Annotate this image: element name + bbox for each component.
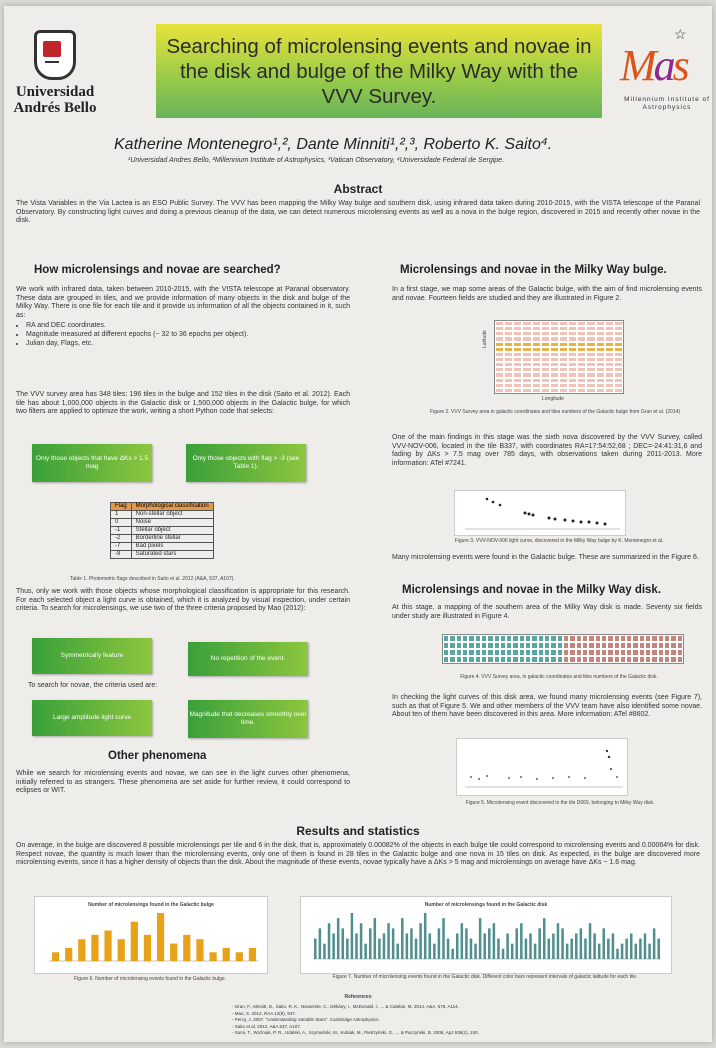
bar xyxy=(223,948,230,961)
bar xyxy=(144,935,151,961)
left-p2: The VVV survey area has 348 tiles: 196 tiles in the bulge and 152 tiles in the disk (Saito et al. 2012). Each tile has about 1,000,000 objects in the Galactic disk or 1,500,000 objects in the Galactic bulge, for which two filters are applied to optimize the work, writing a short Python code that selects: xyxy=(16,391,350,416)
bar xyxy=(639,939,642,959)
poster-title: Searching of microlensing events and novae in the disk and bulge of the Milky Way with the VVV Survey. xyxy=(166,34,592,108)
criterion-box-delta-ks: Only those objects that have ΔKs > 1.5 mag xyxy=(32,444,152,482)
microlensing-lightcurve-svg xyxy=(457,739,627,795)
bulge-tile xyxy=(550,388,559,393)
right-p4: At this stage, a mapping of the southern area of the Milky Way disk is made. Seventy six fields under study are illustrated in Figure 4. xyxy=(392,604,702,620)
bar xyxy=(488,928,491,959)
table-row xyxy=(111,551,214,559)
bar xyxy=(236,952,243,961)
bar xyxy=(323,944,326,959)
bar xyxy=(65,948,72,961)
table-header: Morphological classification xyxy=(131,503,213,511)
bar xyxy=(598,944,601,959)
left-p3: Thus, only we work with those objects whose morphological classification is appropriate for this research. For each selected object a light curve is obtained, which it is analyzed by visual inspection, under certain criteria. To search for microlensings, we use two of the three criteria proposed by Mao (2012): xyxy=(16,588,350,613)
bar xyxy=(538,928,541,959)
bar xyxy=(511,944,514,959)
reference-item: - Gran, F., Minniti, D., Saito, R. K., Navarrete, C., Dékány, I., McDonald, I., ... & Catelan, M. 2014, A&A, 575, A114. xyxy=(232,1004,459,1009)
table-cell: Bad pixels xyxy=(131,543,213,551)
table-caption: Table 1. Photometric flags described in Saito et al. 2012 (A&A, 537, A107). xyxy=(70,576,235,582)
lightcurve-point xyxy=(604,523,607,526)
right-p5: In checking the light curves of this disk area, we found many microlensing events (see Figure 7), such as that of Figure 5. We and other members of the VVV team have also identified some novae. About ten of them have been discovered in this area. More information: ATel #8602. xyxy=(392,694,702,719)
bar xyxy=(493,923,496,959)
lightcurve-point xyxy=(524,512,527,515)
bulge-tile xyxy=(596,388,605,393)
bar xyxy=(249,948,256,961)
bar xyxy=(589,923,592,959)
lightcurve-points xyxy=(486,498,607,526)
bar xyxy=(525,939,528,959)
lightcurve-point xyxy=(564,519,567,522)
bar xyxy=(337,918,340,959)
institute-logo-text: Millennium Institute of Astrophysics xyxy=(624,96,710,111)
figure-7-disk-chart xyxy=(300,896,672,974)
fig2-ylabel: Latitude xyxy=(482,330,488,348)
disk-tile xyxy=(677,649,683,656)
bar xyxy=(52,952,59,961)
bulge-tile xyxy=(522,388,531,393)
bar xyxy=(548,939,551,959)
bar xyxy=(612,933,615,959)
bar xyxy=(351,913,354,959)
bar xyxy=(456,933,459,959)
bar xyxy=(451,949,454,959)
disk-tile xyxy=(677,656,683,663)
chart-title: Number of microlensings found in the Galactic bulge xyxy=(88,902,214,908)
bar xyxy=(502,949,505,959)
university-name: Universidad Andrés Bello xyxy=(13,84,97,116)
lightcurve-point xyxy=(606,750,608,752)
bar xyxy=(529,933,532,959)
bar xyxy=(625,939,628,959)
abstract-heading: Abstract xyxy=(333,182,383,196)
affiliations: ¹Universidad Andres Bello, ²Millennium Institute of Astrophysics, ³Vatican Observatory, ⁴Universidade Federal de Sergipe. xyxy=(128,157,505,164)
disk-heading: Microlensings and novae in the Milky Way disk. xyxy=(402,584,662,596)
bar xyxy=(91,935,98,961)
lightcurve-point xyxy=(580,521,583,524)
table-cell: Stellar object xyxy=(131,527,213,535)
fig2-xlabel: Longitude xyxy=(542,396,564,402)
bar xyxy=(461,923,464,959)
bar xyxy=(543,918,546,959)
list-item: • Magnitude measured at different epochs (~ 32 to 36 epochs per object). xyxy=(26,331,350,340)
bar xyxy=(419,923,422,959)
bulge-tile xyxy=(559,388,568,393)
bar xyxy=(552,933,555,959)
bar xyxy=(406,933,409,959)
bar xyxy=(415,939,418,959)
bar xyxy=(342,928,345,959)
bar xyxy=(118,939,125,961)
lightcurve-point xyxy=(470,776,472,778)
lightcurve-point xyxy=(596,522,599,525)
reference-item: - Sumi, T., Woźniak, P. R., Udalski, A., Szymański, M., Kubiak, M., Pietrzyński, G., ... & Paczyński, B. 2006, ApJ 636(1), 240. xyxy=(232,1030,479,1035)
poster-title-box xyxy=(156,24,602,118)
bar xyxy=(470,939,473,959)
bar xyxy=(183,935,190,961)
reference-item: - Saito et al. 2012, A&A 537, A107. xyxy=(232,1023,302,1029)
bulge-tile xyxy=(495,388,504,393)
table-row xyxy=(111,511,214,519)
fig3-caption: Figure 3. VVV-NOV-006 light curve, discovered in the Milky Way bulge by K. Montenegro et al. xyxy=(454,538,664,544)
property-list xyxy=(16,322,350,348)
criterion-box-no-repetition: No repetition of the event. xyxy=(188,642,308,676)
bar xyxy=(319,928,322,959)
table-row xyxy=(111,527,214,535)
bar xyxy=(374,918,377,959)
bar xyxy=(557,923,560,959)
lightcurve-point xyxy=(532,514,535,517)
bulge-tile-grid xyxy=(494,320,624,394)
lightcurve-points xyxy=(470,750,618,780)
lightcurve-point xyxy=(552,777,554,779)
bar xyxy=(364,944,367,959)
table-cell: Borderline stellar xyxy=(131,535,213,543)
left-p1-text: We work with infrared data, taken between 2010-2015, with the VISTA telescope at Paranal observatory. These data are grouped in tiles, and we provide information of many objects in the disk and bulge of the Milky Way. There is one file for each tile and it provide us information of all the objects contained in it, such as: xyxy=(16,286,350,319)
lightcurve-point xyxy=(610,768,612,770)
lightcurve-point xyxy=(486,498,489,501)
references-list xyxy=(232,1004,692,1037)
star-icon: ☆ xyxy=(674,26,687,42)
bulge-tile xyxy=(605,388,614,393)
fig7-caption: Figure 7. Number of microlensing events found in the Galactic disk. Different color bars represent intervals of galactic latitude for each tile. xyxy=(332,974,638,980)
table-cell: -1 xyxy=(111,527,132,535)
bar xyxy=(474,944,477,959)
bar xyxy=(429,933,432,959)
bar xyxy=(497,939,500,959)
lightcurve-point xyxy=(588,521,591,524)
bar xyxy=(566,944,569,959)
bar xyxy=(534,944,537,959)
lightcurve-point xyxy=(568,776,570,778)
bar xyxy=(78,939,85,961)
bar xyxy=(648,944,651,959)
disk-microlensing-chart xyxy=(301,897,671,973)
reference-item: - Mao, S. 2012, RAA 12(8), 947. xyxy=(232,1010,297,1016)
lightcurve-point xyxy=(536,778,538,780)
bar xyxy=(479,918,482,959)
poster xyxy=(4,6,712,1042)
flags-table-wrapper xyxy=(110,502,214,559)
bar xyxy=(653,928,656,959)
criterion-box-amplitude: Large amplitude light curve xyxy=(32,700,152,736)
bar xyxy=(520,923,523,959)
bar xyxy=(104,930,111,961)
table-row xyxy=(111,535,214,543)
table-cell: Noise xyxy=(131,519,213,527)
criterion-box-smooth-decrease: Magnitude that decreases smoothly over time. xyxy=(188,700,308,738)
bar xyxy=(570,939,573,959)
lightcurve-point xyxy=(554,518,557,521)
right-p1: In a first stage, we map some areas of the Galactic bulge, with the aim of find microlensing events and novae. Fourteen fields are studied and they are illustrated in Figure 2. xyxy=(392,286,702,302)
bar xyxy=(396,944,399,959)
bar xyxy=(392,928,395,959)
bar xyxy=(369,928,372,959)
bar xyxy=(328,923,331,959)
lightcurve-point xyxy=(486,775,488,777)
left-p4: To search for novae, the criteria used are: xyxy=(28,682,158,689)
bar xyxy=(621,944,624,959)
bulge-tile xyxy=(577,388,586,393)
bar xyxy=(483,933,486,959)
bar xyxy=(516,928,519,959)
shield-icon xyxy=(34,30,76,80)
right-p3: Many microlensing events were found in the Galactic bulge. These are summarized in the Figure 6. xyxy=(392,554,699,561)
bar xyxy=(616,949,619,959)
fig5-caption: Figure 5. Microlensing event discovered in the tile D069, belonging to Milky Way disk. xyxy=(465,800,655,806)
mas-logo-icon: Mas xyxy=(620,41,687,90)
bar xyxy=(584,939,587,959)
lightcurve-point xyxy=(520,776,522,778)
table-header: Flag xyxy=(111,503,132,511)
list-item: • RA and DEC coordinates. xyxy=(26,322,350,331)
bar xyxy=(580,928,583,959)
left-p5: While we search for microlensing events and novae, we can see in the light curves other phenomena, initially referred to as strangers. These phenomena are set aside for further review, it could correspond to eclipses or WIT. xyxy=(16,770,350,795)
bar xyxy=(314,939,317,959)
table-cell: 0 xyxy=(111,519,132,527)
university-logo xyxy=(12,30,98,116)
fig4-caption: Figure 4. VVV Survey area, in galactic coordinates and tiles numbers of the Galactic disk. xyxy=(460,674,658,680)
bar xyxy=(433,944,436,959)
bulge-heading: Microlensings and novae in the Milky Way bulge. xyxy=(400,264,667,276)
bulge-tile xyxy=(504,388,513,393)
bulge-tile xyxy=(586,388,595,393)
table-row xyxy=(111,519,214,527)
bar xyxy=(332,933,335,959)
table-header-row xyxy=(111,503,214,511)
fig6-caption: Figure 6. Number of microlensing events found in the Galactic bulge. xyxy=(73,976,227,982)
bar xyxy=(447,939,450,959)
bar xyxy=(575,933,578,959)
bar xyxy=(635,944,638,959)
fig2-caption: Figure 2. VVV Survey area in galactic coordinates and tiles numbers of the Galactic bulge from Gran et al. (2014) xyxy=(429,409,681,415)
authors: Katherine Montenegro¹,², Dante Minniti¹,²,³, Roberto K. Saito⁴. xyxy=(114,136,553,153)
lightcurve-point xyxy=(616,776,618,778)
bulge-tile xyxy=(513,388,522,393)
lightcurve-point xyxy=(548,517,551,520)
figure-4-disk-map xyxy=(432,630,686,674)
reference-item: - Percy, J. 2007. "Understanding Variable Stars". Cambridge Astrophysics. xyxy=(232,1017,380,1022)
bar xyxy=(593,933,596,959)
bar xyxy=(644,933,647,959)
bar xyxy=(442,918,445,959)
bar xyxy=(603,928,606,959)
figure-6-bulge-chart xyxy=(34,896,268,974)
nova-lightcurve-svg xyxy=(455,491,625,535)
table-cell: -9 xyxy=(111,551,132,559)
bar xyxy=(170,944,177,961)
lightcurve-point xyxy=(499,504,502,507)
table-cell: Saturated stars xyxy=(131,551,213,559)
flags-table xyxy=(110,502,214,559)
figure-3-nova-lightcurve xyxy=(454,490,626,536)
table-cell: Non-stellar object xyxy=(131,511,213,519)
table-cell: 1 xyxy=(111,511,132,519)
lightcurve-point xyxy=(608,756,610,758)
left-p1 xyxy=(16,286,350,348)
chart-title: Number of microlensings found in the Galactic disk xyxy=(424,902,548,908)
bar xyxy=(131,922,138,961)
bulge-tile xyxy=(541,388,550,393)
bar xyxy=(607,939,610,959)
results-heading: Results and statistics xyxy=(296,824,420,838)
bar xyxy=(360,923,363,959)
lightcurve-point xyxy=(508,777,510,779)
bar xyxy=(401,918,404,959)
left-heading: How microlensings and novae are searched? xyxy=(34,264,281,276)
disk-tile xyxy=(677,642,683,649)
table-cell: -2 xyxy=(111,535,132,543)
disk-tile-grid xyxy=(442,634,684,664)
bar xyxy=(630,933,633,959)
table-row xyxy=(111,543,214,551)
lightcurve-point xyxy=(584,777,586,779)
abstract-text: The Vista Variables in the Via Lactea is an ESO Public Survey. The VVV has been mapping the Milky Way bulge and southern disk, using infrared data taken during 2010-2015, with the VISTA telescope of the Paranal Observatory. By constructing light curves and doing a previous cleanup of the data, we can detect numerous microlensing events as well as a nova in the bulge region, discovered in 2015 and recently other novae in the disk. xyxy=(16,200,700,225)
other-phenomena-heading: Other phenomena xyxy=(108,750,207,762)
bulge-tile xyxy=(568,388,577,393)
bar xyxy=(346,939,349,959)
figure-5-microlensing-lightcurve xyxy=(456,738,628,796)
disk-tile xyxy=(677,635,683,642)
bar xyxy=(355,933,358,959)
bar xyxy=(378,939,381,959)
bar xyxy=(561,928,564,959)
bulge-tile xyxy=(614,388,623,393)
bar xyxy=(387,923,390,959)
lightcurve-point xyxy=(478,778,480,780)
bar xyxy=(438,928,441,959)
criterion-box-flag: Only those objects with flag > -3 (see Table 1). xyxy=(186,444,306,482)
bar xyxy=(209,952,216,961)
references-heading: References xyxy=(344,994,372,1000)
list-item: • Julian day, Flags, etc. xyxy=(26,340,350,349)
results-text: On average, in the bulge are discovered 8 possible microlensings per tile and 6 in the disk, that is, approximately 0.00082% of the objects in each bulge tile could correspond to microlensing events and 0.00064% for disk. Respect novae, the quantity is much lower than the microlensing events, only one of them is found in 28 tiles in the Galactic bulge and one nova in 15 tiles on disk. As expected, in the bulge are discovered more microlensing events, since it has a higher density of objects than the disk. About the magnitude of these events, novae typically have a ΔKs > 5 mag and microlensings on average have ΔKs ~ 1.6 mag. xyxy=(16,842,700,867)
bulge-tile xyxy=(532,388,541,393)
table-cell: -7 xyxy=(111,543,132,551)
bar xyxy=(157,913,164,961)
bar xyxy=(465,928,468,959)
bar xyxy=(383,933,386,959)
criterion-box-symmetric: Symmetrically feature xyxy=(32,638,152,674)
lightcurve-point xyxy=(572,520,575,523)
bulge-microlensing-chart xyxy=(35,897,267,973)
institute-logo xyxy=(616,26,708,122)
figure-2-bulge-map xyxy=(482,318,630,406)
lightcurve-point xyxy=(528,513,531,516)
bar xyxy=(506,933,509,959)
bar xyxy=(657,939,660,959)
right-p2: One of the main findings in this stage was the sixth nova discovered by the VVV Survey, called VVV-NOV-006, located in the tile B337, with coordinates RA=17:54:52,68 ; DEC=-24:41:31,6 and fading by ΔKs > 7.5 mag over 785 days, with observations taken during 2011-2013. More information: ATel #7241. xyxy=(392,434,702,467)
bar xyxy=(424,913,427,959)
bar xyxy=(196,939,203,961)
bar xyxy=(410,928,413,959)
lightcurve-point xyxy=(492,501,495,504)
